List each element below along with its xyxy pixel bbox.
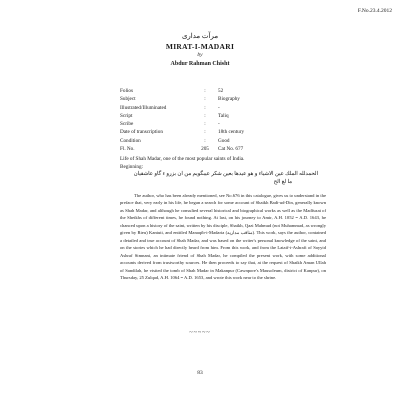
metadata-key: Folios <box>120 88 133 94</box>
arabic-beginning-line-1: الحمدلله الملك عین الاشیاء و هو عیدها بعین شكر عیبگویم من ان بزرو ء گاو عاشقیان <box>133 171 318 177</box>
metadata-row <box>120 129 340 137</box>
metadata-key: Scribe <box>120 121 134 128</box>
file-reference: F.No.23.4.2012 <box>357 8 392 14</box>
metadata-separator: : <box>204 129 206 136</box>
body-text <box>120 192 326 281</box>
metadata-row <box>120 146 340 154</box>
description: Life of Shah Madar, one of the most popular saints of India. <box>120 156 245 162</box>
metadata-separator: : <box>204 121 206 128</box>
metadata-separator: : <box>204 88 206 94</box>
metadata-value: - <box>218 104 220 111</box>
metadata-key: Illustrated/Illuminated <box>120 104 167 111</box>
metadata-key: Date of transcription <box>120 129 163 136</box>
metadata-separator: : <box>204 137 206 144</box>
arabic-title: مرآت مداری <box>181 32 219 40</box>
metadata-row <box>120 113 340 121</box>
metadata-key: Condition <box>120 137 141 144</box>
beginning-label: Beginning: <box>120 164 144 170</box>
page-number: 83 <box>197 370 203 376</box>
metadata-separator: : <box>204 96 206 103</box>
metadata-table <box>120 88 340 154</box>
metadata-row <box>120 88 340 96</box>
metadata-key: Script <box>120 112 133 119</box>
metadata-row <box>120 138 340 146</box>
author-name: Abdur Rahman Chisht <box>170 61 230 67</box>
metadata-value: Biography <box>218 96 240 103</box>
metadata-row <box>120 96 340 104</box>
arabic-beginning-line-2: ما لغ الح <box>273 179 292 185</box>
metadata-value: Cat No. 677 <box>218 146 244 153</box>
page-title: MIRAT-I-MADARI <box>165 42 235 51</box>
metadata-key: Fl. No. <box>120 146 135 153</box>
metadata-value: Taliq <box>218 112 229 119</box>
by-line: by <box>197 52 203 58</box>
metadata-separator: : <box>204 104 206 111</box>
metadata-separator: 205 <box>201 146 209 153</box>
ornament-divider: ~~~~~ <box>189 330 211 336</box>
metadata-row <box>120 105 340 113</box>
body-paragraph: The author, who has been already mentioned, see No.676 in this catalogue, gives us to understand in the preface that, very early in his life, he began a search for some account of Shaikh Badi-ud-Din, generally known as Shah Madar, and although he consulted several historical and biographical works as well as the Madfuzat of the Sheikhs of different times, he found nothing. At last, on his journey to Amir, A.H. 1052 = A.D. 1643, he chanced upon a history of the saint, written by his disciple, Shaikh, Qazi Mahmud (not Muhammad, as wrongly given by Rieu) Kantuti, and entitled Manaqib-i-Madaria (مناقب مداریه). This work, says the author, contained a detailed and true account of Shah Madar, and was based on the writer's personal knowledge of the saint, and on the stories which he had directly heard from him. From this work, and from the Lataif-i-Ashrafi of Sayyid Ashraf Simnani, an intimate friend of Shah Madar, he compiled the present work, with some additional accounts derived from trustworthy sources. He then proceeds to say that, at the request of Shaikh Aman Ullah of Sandilah, he visited the tomb of Shah Madar in Makanpur (Cawnpore's Mausoleum, district of Kanpur), on Thursday, 25 Zulqad, A.H. 1064 = A.D. 1653, and wrote this work near to the shrine. <box>120 193 326 280</box>
metadata-separator: : <box>204 112 206 119</box>
metadata-key: Subject <box>120 96 136 103</box>
metadata-value: - <box>218 121 220 128</box>
metadata-value: Good <box>218 137 230 144</box>
metadata-value: 52 <box>218 88 224 94</box>
metadata-value: 18th century <box>218 129 245 136</box>
